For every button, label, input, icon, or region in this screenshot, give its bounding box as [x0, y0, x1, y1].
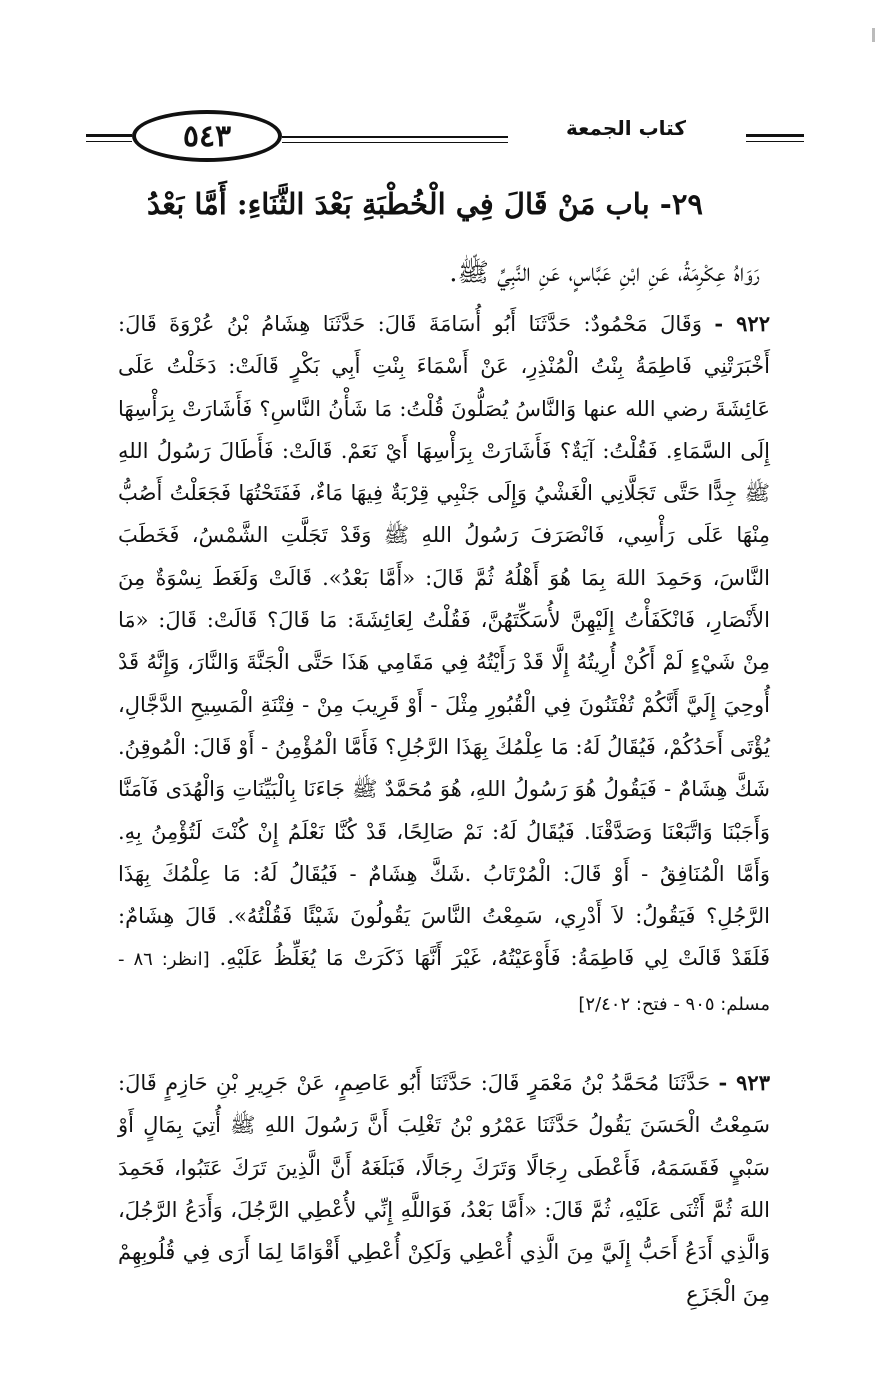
- page-number-badge: [132, 110, 282, 162]
- chapter-intro: رَوَاهُ عِكْرِمَةُ، عَنِ ابْنِ عَبَّاسٍ، عَنِ النَّبِيِّ ﷺ.: [449, 258, 760, 288]
- header-rule: [282, 136, 508, 138]
- header-rule: [86, 141, 132, 142]
- page-header: [86, 108, 804, 166]
- hadith-text: وَقَالَ مَحْمُودٌ: حَدَّثَنَا أَبُو أُسَامَةَ قَالَ: حَدَّثَنَا هِشَامُ بْنُ عُرْوَةَ قَالَ: أَخْبَرَتْنِي فَاطِمَةُ بِنْتُ الْمُنْذِرِ، عَنْ أَسْمَاءَ بِنْتِ أَبِي بَكْرٍ قَالَتْ: دَخَلْتُ عَلَى عَائِشَةَ رضي الله عنها وَالنَّاسُ يُصَلُّونَ قُلْتُ: مَا شَأْنُ النَّاسِ؟ فَأَشَارَتْ بِرَأْسِهَا إِلَى السَّمَاءِ. فَقُلْتُ: آيَةٌ؟ فَأَشَارَتْ بِرَأْسِهَا أَيْ نَعَمْ. قَالَتْ: فَأَطَالَ رَسُولُ اللهِ ﷺ جِدًّا حَتَّى تَجَلَّانِي الْغَشْيُ وَإِلَى جَنْبِي قِرْبَةٌ فِيهَا مَاءٌ، فَفَتَحْتُهَا فَجَعَلْتُ أَصُبُّ مِنْهَا عَلَى رَأْسِي، فَانْصَرَفَ رَسُولُ اللهِ ﷺ وَقَدْ تَجَلَّتِ الشَّمْسُ، فَخَطَبَ النَّاسَ، وَحَمِدَ اللهَ بِمَا هُوَ أَهْلُهُ ثُمَّ قَالَ: «أَمَّا بَعْدُ». قَالَتْ وَلَغَطَ نِسْوَةٌ مِنَ الأَنْصَارِ، فَانْكَفَأْتُ إِلَيْهِنَّ لأُسَكِّتَهُنَّ، فَقُلْتُ لِعَائِشَةَ: مَا قَالَ؟ قَالَتْ: قَالَ: «مَا مِنْ شَيْءٍ لَمْ أَكُنْ أُرِيتُهُ إِلَّا قَدْ رَأَيْتُهُ فِي مَقَامِي هَذَا حَتَّى الْجَنَّةَ وَالنَّارَ، وَإِنَّهُ قَدْ أُوحِيَ إِلَيَّ أَنَّكُمْ تُفْتَنُونَ فِي الْقُبُورِ مِثْلَ - أَوْ قَرِيبَ مِنْ - فِتْنَةِ الْمَسِيحِ الدَّجَّالِ، يُؤْتَى أَحَدُكُمْ، فَيُقَالُ لَهُ: مَا عِلْمُكَ بِهَذَا الرَّجُلِ؟ فَأَمَّا الْمُؤْمِنُ - أَوْ قَالَ: الْمُوقِنُ. شَكَّ هِشَامٌ - فَيَقُولُ هُوَ رَسُولُ اللهِ، هُوَ مُحَمَّدٌ ﷺ جَاءَنَا بِالْبَيِّنَاتِ وَالْهُدَى فَآمَنَّا وَأَجَبْنَا وَاتَّبَعْنَا وَصَدَّقْنَا. فَيُقَالُ لَهُ: نَمْ صَالِحًا، قَدْ كُنَّا نَعْلَمُ إِنْ كُنْتَ لَتُؤْمِنُ بِهِ. وَأَمَّا الْمُنَافِقُ - أَوْ قَالَ: الْمُرْتَابُ .شَكَّ هِشَامٌ - فَيُقَالُ لَهُ: مَا عِلْمُكَ بِهَذَا الرَّجُلِ؟ فَيَقُولُ: لاَ أَدْرِي، سَمِعْتُ النَّاسَ يَقُولُونَ شَيْئًا فَقُلْتُهُ». قَالَ هِشَامٌ: فَلَقَدْ قَالَتْ لِي فَاطِمَةُ: فَأَوْعَيْتُهُ، غَيْرَ أَنَّهَا ذَكَرَتْ مَا يُغَلِّظُ عَلَيْهِ.: [118, 312, 770, 971]
- hadith-number: ٩٢٢ -: [714, 311, 770, 336]
- header-rule: [746, 141, 804, 142]
- chapter-title: ٢٩- باب مَنْ قَالَ فِي الْخُطْبَةِ بَعْدَ الثَّنَاءِ: أَمَّا بَعْدُ: [147, 187, 703, 221]
- hadith-922: [118, 303, 770, 1026]
- header-rule: [746, 134, 804, 137]
- hadith-923: [118, 1062, 770, 1316]
- hadith-number: ٩٢٣ -: [718, 1070, 770, 1095]
- margin-mark: [872, 28, 875, 42]
- page-number: ٥٤٣: [182, 118, 232, 154]
- hadith-reference: [انظر: ٨٦ - مسلم: ٩٠٥ - فتح: ٢/٤٠٢]: [118, 949, 770, 1015]
- hadith-text: حَدَّثَنَا مُحَمَّدُ بْنُ مَعْمَرٍ قَالَ: حَدَّثَنَا أَبُو عَاصِمٍ، عَنْ جَرِيرِ بْنِ حَازِمٍ قَالَ: سَمِعْتُ الْحَسَنَ يَقُولُ حَدَّثَنَا عَمْرُو بْنُ تَغْلِبَ أَنَّ رَسُولَ اللهِ ﷺ أُتِيَ بِمَالٍ أَوْ سَبْيٍ فَقَسَمَهُ، فَأَعْطَى رِجَالًا وَتَرَكَ رِجَالًا، فَبَلَغَهُ أَنَّ الَّذِينَ تَرَكَ عَتَبُوا، فَحَمِدَ اللهَ ثُمَّ أَثْنَى عَلَيْهِ، ثُمَّ قَالَ: «أَمَّا بَعْدُ، فَوَاللَّهِ إِنِّي لأُعْطِي الرَّجُلَ، وَأَدَعُ الرَّجُلَ، وَالَّذِي أَدَعُ أَحَبُّ إِلَيَّ مِنَ الَّذِي أُعْطِي وَلَكِنْ أُعْطِي أَقْوَامًا لِمَا أَرَى فِي قُلُوبِهِمْ مِنَ الْجَزَعِ: [118, 1071, 770, 1307]
- header-rule: [86, 134, 132, 137]
- book-title: كتاب الجمعة: [566, 116, 686, 140]
- header-rule: [282, 142, 508, 143]
